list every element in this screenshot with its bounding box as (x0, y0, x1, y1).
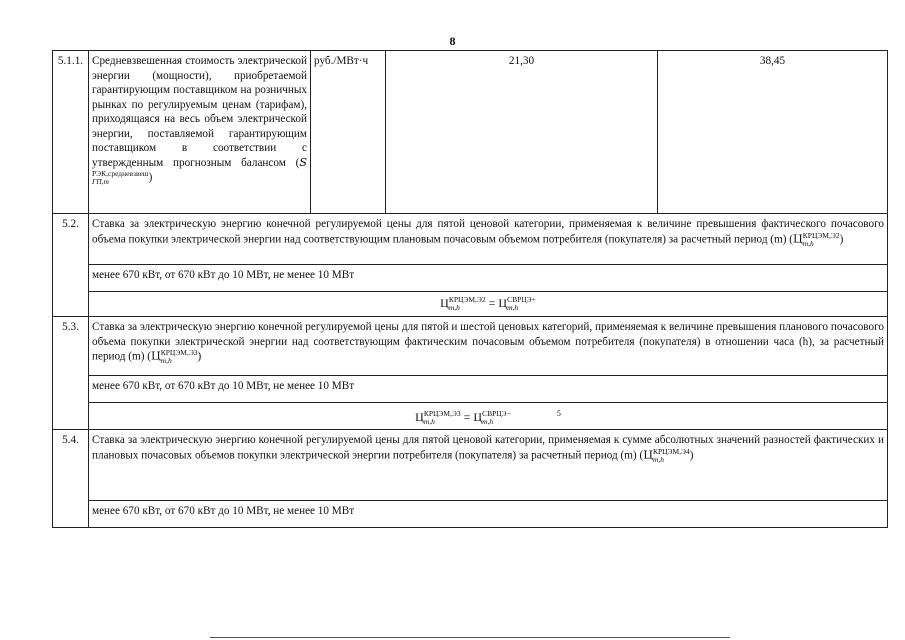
symbol-indices (161, 349, 198, 365)
row-description (89, 51, 311, 214)
value-1: 21,30 (386, 51, 658, 214)
symbol-indices (803, 232, 840, 248)
formula-lhs-sub: m,h (423, 417, 435, 427)
formula-lhs-sup: КРЦЭМ,Э2 (448, 295, 486, 305)
voltage-levels: менее 670 кВт, от 670 кВт до 10 МВт, не менее 10 МВт (89, 376, 888, 403)
symbol-indices (653, 448, 690, 464)
symbol-base: Ц (150, 349, 161, 363)
formula-rhs-indices (482, 410, 511, 426)
description-text: Ставка за электрическую энергию конечной регулируемой цены для пятой ценовой категории, применяемая к величине превышения фактического почасового объема покупки электрической энергии над соответствующим плановым почасовым объемом потребителя (покупателя) за расчетный период (m) ( (92, 218, 884, 246)
unit-cell: руб./МВт·ч (311, 51, 386, 214)
symbol-sup: КРЦЭМ,Э2 (802, 230, 840, 240)
value-2: 38,45 (658, 51, 888, 214)
formula-rhs-sup: СВРЦЭ+ (507, 295, 536, 305)
row-number: 5.3. (53, 317, 89, 430)
formula-rhs-symbol: Ц (498, 296, 508, 310)
formula-lhs-indices (424, 410, 461, 426)
description-text: Ставка за электрическую энергию конечной регулируемой цены для пятой и шестой ценовых категорий, применяемая к величине превышения планового почасового объема покупки электрической энергии над соответствующим фактическим почасовым объемом потребителя (покупателя) в отношении часа (h), за расчетный период (m) ( (92, 321, 884, 363)
voltage-levels: менее 670 кВт, от 670 кВт до 10 МВт, не менее 10 МВт (89, 265, 888, 292)
row-5-2 (53, 214, 888, 265)
close-paren: ) (689, 449, 694, 462)
row-number: 5.4. (53, 430, 89, 528)
row-5-2-formula (53, 292, 888, 317)
description-text: Средневзвешенная стоимость электрической энергии (мощности), приобретаемой гарантирующим поставщиком на розничных рынках по регулируемым ценам (тарифам), приходящаяся на весь объем электрической энергии, поставляемой гарантирующим поставщиком в соответствии с утвержденным прогнозным балансом ( (92, 55, 307, 169)
formula-rhs-sub: m,h (507, 303, 519, 313)
symbol-sub: m,h (160, 356, 172, 365)
symbol-sup: КРЦЭМ,Э4 (652, 446, 690, 456)
row-number: 5.1.1. (53, 51, 89, 214)
symbol-sup: РЭК,средневзвеш (92, 169, 149, 178)
symbol-base: Ц (793, 232, 803, 246)
formula-equals: = (463, 410, 471, 424)
formula-lhs-sub: m,h (448, 303, 460, 313)
row-description (89, 214, 888, 265)
close-paren: ) (197, 350, 202, 363)
row-description (89, 430, 888, 501)
formula (89, 403, 888, 430)
formula-lhs-indices (449, 296, 486, 312)
row-5-3-formula (53, 403, 888, 430)
row-5-4-voltage (53, 501, 888, 528)
formula-rhs-indices (507, 296, 536, 312)
symbol-sub: ГП,m (92, 177, 109, 186)
formula-equals: = (488, 296, 496, 310)
formula-rhs-sup: СВРЦЭ− (482, 409, 511, 419)
symbol-sub: m,h (802, 238, 814, 248)
row-5-3-voltage (53, 376, 888, 403)
formula-rhs-sub: m,h (482, 417, 494, 427)
description-text: Ставка за электрическую энергию конечной регулируемой цены для пятой ценовой категории, применяемая к сумме абсолютных значений разностей фактических и плановых почасовых объемов покупки электрической энергии потребителя (покупателя) за расчетный период (m) ( (92, 434, 884, 462)
row-5-2-voltage (53, 265, 888, 292)
row-number: 5.2. (53, 214, 89, 317)
symbol-sub: m,h (652, 454, 664, 464)
page-number: 8 (449, 34, 456, 48)
formula-lhs-symbol: Ц (440, 296, 449, 310)
stray-mark: 5 (556, 409, 561, 418)
formula-rhs-symbol: Ц (473, 410, 483, 424)
row-5-3 (53, 317, 888, 376)
symbol-base: S (299, 155, 307, 169)
row-description (89, 317, 888, 376)
close-paren: ) (148, 171, 153, 184)
row-5-1-1 (53, 51, 888, 214)
symbol-indices (92, 170, 149, 186)
close-paren: ) (839, 233, 844, 246)
row-5-4 (53, 430, 888, 501)
formula-lhs-symbol: Ц (415, 410, 424, 424)
formula-lhs-sup: КРЦЭМ,Э3 (423, 409, 461, 419)
page-edge-line (210, 637, 730, 638)
symbol-sup: КРЦЭМ,Э3 (160, 348, 198, 357)
voltage-levels: менее 670 кВт, от 670 кВт до 10 МВт, не менее 10 МВт (89, 501, 888, 528)
tariff-table (52, 50, 888, 528)
formula (89, 292, 888, 317)
symbol-base: Ц (643, 448, 653, 462)
